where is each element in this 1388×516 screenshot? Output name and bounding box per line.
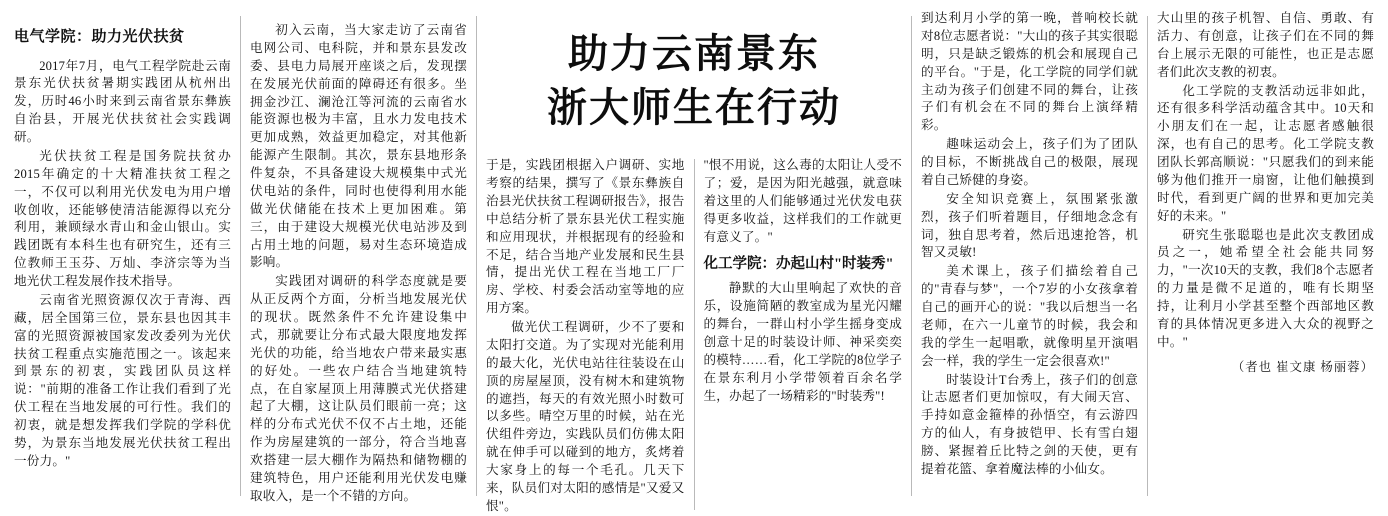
masthead-line-2: 浙大师生在行动 (547, 84, 841, 131)
paragraph: 时装设计T台秀上，孩子们的创意让志愿者们更加惊叹，有大闹天宫、手持如意金箍棒的孙悟空，有云游四方的仙人，有身披铠甲、长有雪白翅膀、紧握着丘比特之剑的天使，更有提着花篮、拿着魔法棒的小仙女。 (921, 372, 1138, 476)
paragraph: 趣味运动会上，孩子们为了团队的目标，不断挑战自己的极限，展现着自己矫健的身姿。 (921, 137, 1138, 187)
column-1 (14, 10, 231, 502)
column-3b (704, 157, 903, 516)
paragraph: 2017年7月，电气工程学院赴云南景东光伏扶贫暑期实践团从杭州出发，历时46小时来到云南省景东彝族自治县，开展光伏扶贫社会实践调研。 (14, 58, 231, 144)
masthead-line-1: 助力云南景东 (568, 31, 820, 77)
column-divider (240, 16, 241, 496)
paragraph: 美术课上，孩子们描绘着自己的"青春与梦"，一个7岁的小女孩拿着自己的画开心的说："我以后想当一名老师，在六一儿童节的时候，我会和我的学生一起唱歌，就像明星开演唱会一样，我的学生一定会很喜欢!" (921, 264, 1138, 368)
byline: （者也 崔文康 杨丽蓉） (1231, 359, 1374, 374)
column-3a (486, 157, 685, 516)
column-4 (921, 10, 1138, 502)
paragraph: 大山里的孩子机智、自信、勇敢、有活力、有创意，让孩子们在不同的舞台上展示无限的可能性，也正是志愿者们此次支教的初衷。 (1157, 11, 1374, 79)
column-2 (250, 10, 467, 502)
paragraph: "恨不用说，这么毒的太阳让人受不了；爱，是因为阳光越强，就意味着这里的人们能够通过光伏发电获得更多收益，这样我们的工作就更有意义了。" (703, 158, 902, 244)
paragraph: 静默的大山里响起了欢快的音乐，设施简陋的教室成为星光闪耀的舞台，一群山村小学生摇身变成创意十足的时装设计师、神采奕奕的模特……看，化工学院的8位学子在景东利月小学带领着百余名学生，办起了一场精彩的"时装秀"! (703, 281, 902, 403)
article-title-chemical: 化工学院：办起山村"时装秀" (703, 255, 894, 272)
paragraph: 研究生张聪聪也是此次支教团成员之一，她希望全社会能共同努力，"一次10天的支教，我们8个志愿者的力量是微不足道的，唯有长期坚持，让利月小学甚至整个西部地区教育的具体情况更多进入大众的视野之中。" (1157, 227, 1374, 349)
column-divider (694, 159, 695, 510)
column-divider (1147, 16, 1148, 496)
masthead (486, 28, 902, 135)
paragraph: 光伏扶贫工程是国务院扶贫办2015年确定的十大精准扶贫工程之一，不仅可以利用光伏发电为用户增收创收，还能够使清洁能源得以充分利用，兼顾绿水青山和金山银山。实践团既有本科生也有研究生，还有三位教师王玉芬、万灿、李济宗等为当地光伏工程发展作技术指导。 (14, 148, 231, 288)
paragraph: 云南省光照资源仅次于青海、西藏，居全国第三位，景东县也因其丰富的光照资源被国家发改委列为光伏扶贫工程重点实施范围之一。该起来到景东的初衷，实践团队员这样说："前期的准备工作让我们看到了光伏工程在当地发展的可行性。我们的初衷，就是想发挥我们学院的学科优势，为景东当地发展光伏扶贫工程出一份力。" (14, 292, 231, 468)
paragraph: 于是，实践团根据入户调研、实地考察的结果，撰写了《景东彝族自治县光伏扶贫工程调研报告》，报告中总结分析了景东县光伏工程实施和应用现状，并根据现有的经验和不足，结合当地产业发展和民生县情，提出光伏工程在当地工厂厂房、学校、村委会活动室等地的应用方案。 (486, 158, 685, 316)
column-divider (911, 16, 912, 496)
paragraph: 初入云南，当大家走访了云南省电网公司、电科院，并和景东县发改委、县电力局展开座谈之后，发现摆在发展光伏前面的障碍还有很多。坐拥金沙江、澜沧江等河流的云南省水能资源也极为丰富，且水力发电技术更加成熟，效益更加稳定，对其他新能源产生限制。其次，景东县地形条件复杂，不具备建设大规模集中式光伏电站的条件，同时也使得利用水能做光伏储能在技术上更加困难。第三，由于建设大规模光伏电站涉及到占用土地的问题，易对生态环境造成影响。 (250, 23, 467, 270)
paragraph: 安全知识竞赛上，氛围紧张激烈，孩子们听着题目，仔细地念念有词，独自思考着，然后迅速抢答，机智又灵敏! (921, 191, 1138, 260)
article-title-electrical: 电气学院：助力光伏扶贫 (14, 29, 185, 45)
column-center (486, 10, 902, 513)
paragraph: 化工学院的支教活动远非如此，还有很多科学活动蕴含其中。10天和小朋友们在一起，让志愿者感触很深，也有自己的思考。化工学院支教团队长郭高顺说："只愿我们的到来能够为他们推开一扇窗，让他们触摸到时代，看到更广阔的世界和更加完美好的未来。" (1157, 83, 1374, 223)
column-divider (476, 16, 477, 496)
paragraph: 做光伏工程调研，少不了要和太阳打交道。为了实现对光能利用的最大化，光伏电站往往装设在山顶的房屋屋顶，没有树木和建筑物的遮挡，每天的有效光照小时数可以多些。晴空万里的时候，站在光伏组件旁边，实践队员们仿佛太阳就在伸手可以碰到的地方，炙烤着大家身上的每一个毛孔。几天下来，队员们对太阳的感情是"又爱又恨"。 (486, 320, 685, 513)
paragraph: 到达利月小学的第一晚，普响校长就对8位志愿者说："大山的孩子其实很聪明，只是缺乏锻炼的机会和展现自己的平台。"于是，化工学院的同学们就主动为孩子们创建不同的舞台，让孩子们有机会在不同的舞台上演绎精彩。 (921, 11, 1138, 133)
paragraph: 实践团对调研的科学态度就是要从正反两个方面，分析当地发展光伏的现状。既然条件不允许建设集中式，那就要让分布式最大限度地发挥光伏的功能，给当地农户带来最实惠的好处。一些农户结合当地建筑特点，在自家屋顶上用薄膜式光伏搭建起了大棚，这让队员们眼前一亮；这样的分布式光伏不仅不占土地，还能作为房屋建筑的一部分，符合当地喜欢搭建一层大棚作为隔热和储物棚的建筑特色，用户还能利用光伏发电赚取收入，是一个不错的方向。 (250, 274, 467, 503)
column-5 (1157, 10, 1374, 502)
